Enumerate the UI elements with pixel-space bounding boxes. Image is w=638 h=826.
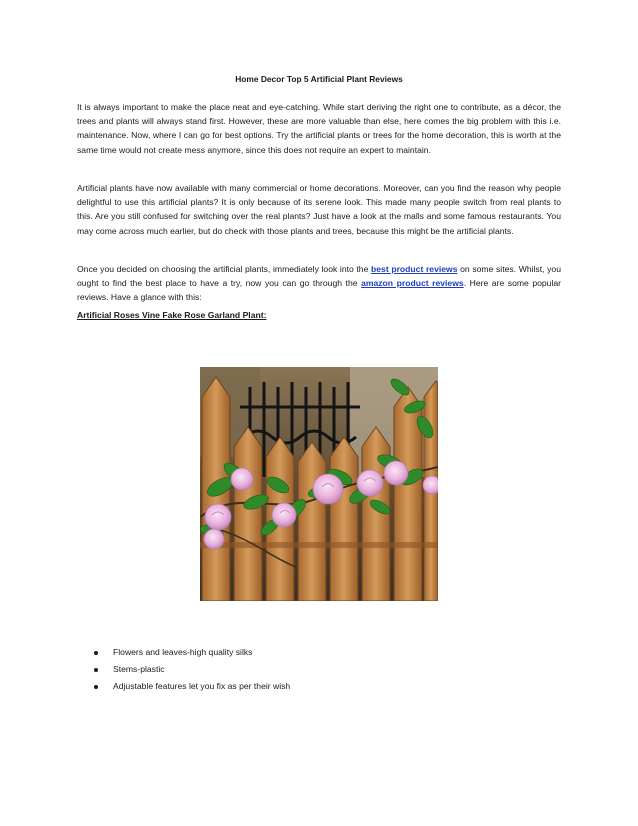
list-item: Adjustable features let you fix as per their wish [93,678,290,695]
paragraph-artificial-plants: Artificial plants have now available with many commercial or home decorations. Moreover, can you find the reason why people delightful to use this artificial plants? It is only because of its serene look. This made many people switch from real plants to this. Are you still confused for switching over the real plants? Just have a look at the malls and some famous restaurants. You may come across much earlier, but do check with those plants and trees, because this might be the artificial plants. [77,183,561,236]
paragraph-reviews-text-3: . Here are some popular reviews. Have a glance with this: [77,278,562,303]
paragraph-reviews-text-2: on some sites. Whilst, you ought to find the best place to have a try, now you can go through the [77,264,561,289]
best-product-reviews-link[interactable]: best product reviews [371,264,458,274]
product-image [200,367,438,601]
list-item: Flowers and leaves-high quality silks [93,644,290,661]
list-item: Stems-plastic [93,661,290,678]
product-heading: Artificial Roses Vine Fake Rose Garland Plant: [77,310,267,320]
paragraph-reviews-text-1: Once you decided on choosing the artificial plants, immediately look into the [77,264,372,274]
page-title: Home Decor Top 5 Artificial Plant Reviews [235,74,403,84]
paragraph-reviews [77,262,561,305]
amazon-product-reviews-link[interactable]: amazon product reviews [361,278,464,289]
paragraph-intro: It is always important to make the place neat and eye-catching. While start deriving the right one to contribute, as a décor, the trees and plants will always stand first. However, these are more valuable than else, here comes the big problem with this i.e. maintenance. Now, where I can go for best options. Try the artificial plants or trees for the home decoration, this is worth at the same time would not create mess anymore, since this does not require an expert to maintain. [77,102,561,155]
feature-list [93,644,290,695]
